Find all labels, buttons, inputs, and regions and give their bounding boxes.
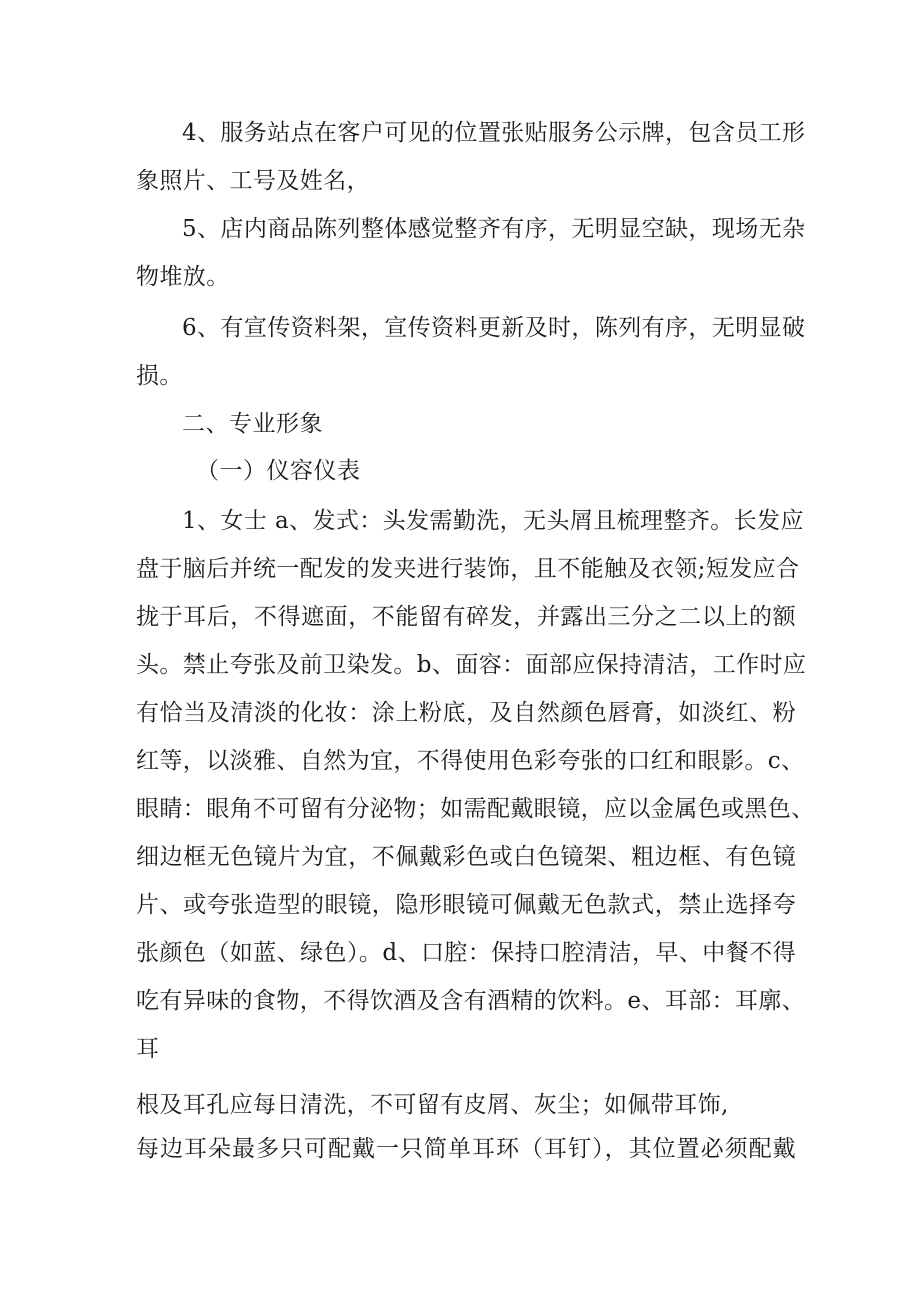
body-line: 头。禁止夸张及前卫染发。b、面容：面部应保持清洁，工作时应 — [136, 652, 807, 678]
body-line: 拢于耳后，不得遮面，不能留有碎发，并露出三分之二以上的额 — [136, 604, 796, 630]
section-heading: 二、专业形象 — [182, 411, 323, 437]
continued-line: 根及耳孔应每日清洗，不可留有皮屑、灰尘；如佩带耳饰, — [136, 1092, 729, 1118]
item-6-line-2: 损。 — [136, 363, 183, 389]
item-4-line-2: 象照片、工号及姓名， — [136, 168, 370, 194]
subsection-heading: （一）仪容仪表 — [196, 458, 361, 484]
body-line: 吃有异味的食物，不得饮酒及含有酒精的饮料。e、耳部：耳廓、 — [136, 988, 806, 1014]
body-line: 细边框无色镜片为宜，不佩戴彩色或白色镜架、粗边框、有色镜 — [136, 844, 796, 870]
body-line: 片、或夸张造型的眼镜，隐形眼镜可佩戴无色款式，禁止选择夸 — [136, 892, 796, 918]
item-5-line-2: 物堆放。 — [136, 264, 230, 290]
item-4-line-1: 4、服务站点在客户可见的位置张贴服务公示牌，包含员工形 — [182, 120, 806, 146]
item-6-line-1: 6、有宣传资料架，宣传资料更新及时，陈列有序，无明显破 — [182, 315, 806, 341]
body-line: 耳 — [136, 1036, 160, 1062]
body-line: 盘于脑后并统一配发的发夹进行装饰，且不能触及衣领;短发应合 — [136, 556, 800, 582]
body-line: 1、女士 a、发式：头发需勤洗，无头屑且梳理整齐。长发应 — [182, 508, 804, 534]
body-line: 有恰当及清淡的化妆：涂上粉底，及自然颜色唇膏，如淡红、粉 — [136, 700, 796, 726]
body-line: 眼睛：眼角不可留有分泌物；如需配戴眼镜，应以金属色或黑色、 — [136, 796, 815, 822]
item-5-line-1: 5、店内商品陈列整体感觉整齐有序，无明显空缺，现场无杂 — [182, 216, 806, 242]
body-line: 张颜色（如蓝、绿色）。d、口腔：保持口腔清洁，早、中餐不得 — [136, 940, 796, 966]
continued-line: 每边耳朵最多只可配戴一只简单耳环（耳钉），其位置必须配戴 — [136, 1136, 796, 1162]
body-line: 红等，以淡雅、自然为宜，不得使用色彩夸张的口红和眼影。c、 — [136, 748, 805, 774]
